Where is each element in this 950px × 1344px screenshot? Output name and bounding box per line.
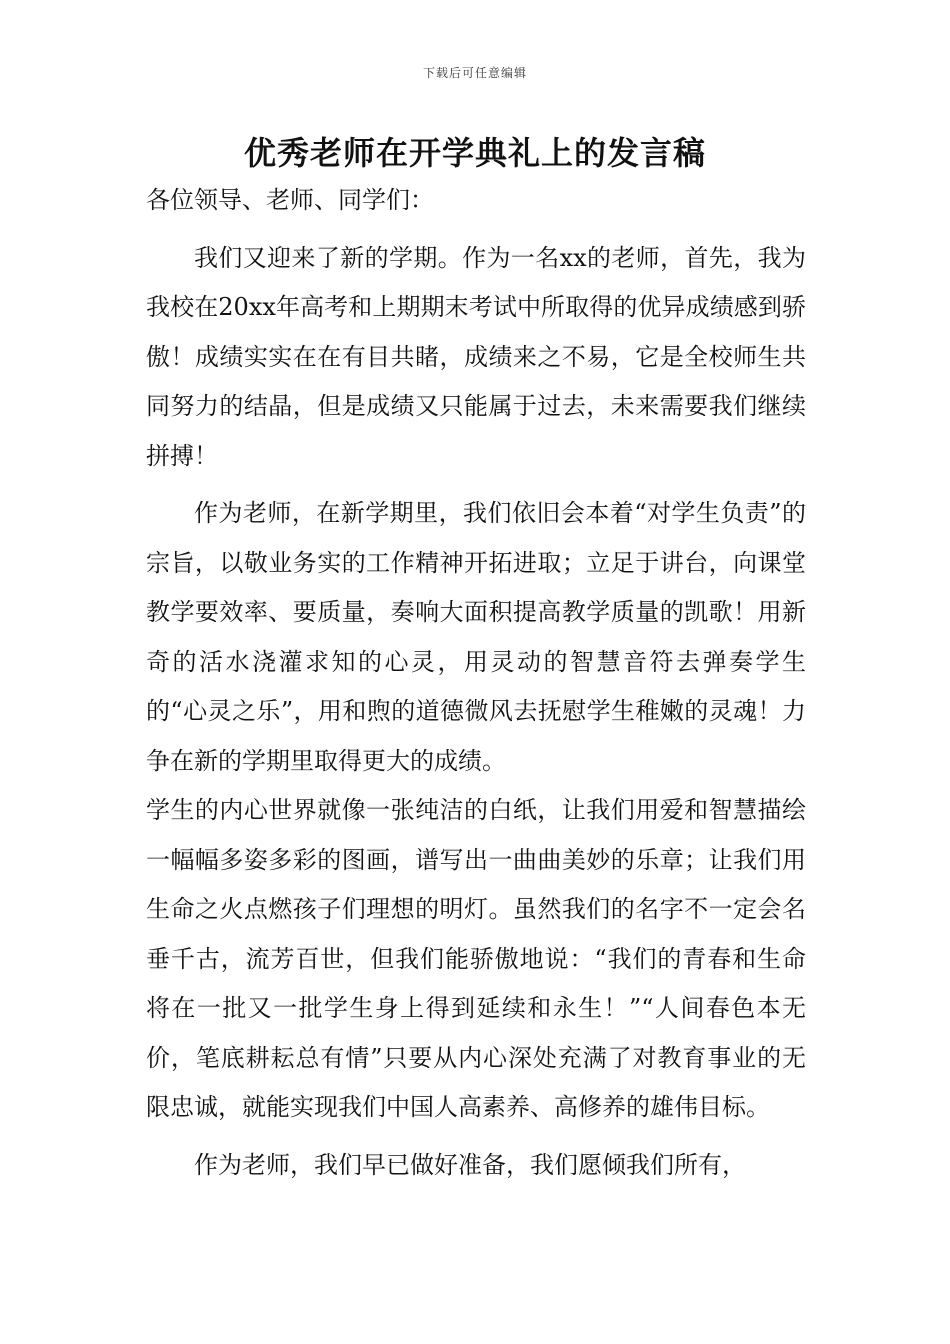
paragraph-gap (146, 226, 806, 234)
paragraph-1: 我们又迎来了新的学期。作为一名xx的老师，首先，我为我校在20xx年高考和上期期末考试中所取得的优异成绩感到骄傲！成绩实实在在有目共睹，成绩来之不易，它是全校师生共同努力的结晶，但是成绩又只能属于过去，未来需要我们继续拼搏！ (146, 243, 806, 470)
salutation: 各位领导、老师、同学们： (146, 186, 434, 214)
paragraph-gap (146, 481, 806, 489)
header-note: 下载后可任意编辑 (422, 66, 527, 80)
paragraph-3: 学生的内心世界就像一张纯洁的白纸，让我们用爱和智慧描绘一幅幅多姿多彩的图画，谱写出一曲曲美妙的乐章；让我们用生命之火点燃孩子们理想的明灯。虽然我们的名字不一定会名垂千古，流芳百世，但我们能骄傲地说：“我们的青春和生命将在一批又一批学生身上得到延续和永生！”“人间春色本无价，笔底耕耘总有情”只要从内心深处充满了对教育事业的无限忠诚，就能实现我们中国人高素养、高修养的雄伟目标。 (146, 796, 806, 1121)
paragraph-gap (146, 1133, 806, 1141)
document-title: 优秀老师在开学典礼上的发言稿 (243, 134, 706, 172)
paragraph-2: 作为老师，在新学期里，我们依旧会本着“对学生负责”的宗旨，以敬业务实的工作精神开拓进取；立足于讲台，向课堂教学要效率、要质量，奏响大面积提高教学质量的凯歌！用新奇的活水浇灌求知的心灵，用灵动的智慧音符去弹奏学生的“心灵之乐”，用和煦的道德微风去抚慰学生稚嫩的灵魂！力争在新的学期里取得更大的成绩。 (146, 499, 806, 775)
paragraph-4: 作为老师，我们早已做好准备，我们愿倾我们所有， (194, 1150, 746, 1179)
document-body (146, 176, 806, 1190)
